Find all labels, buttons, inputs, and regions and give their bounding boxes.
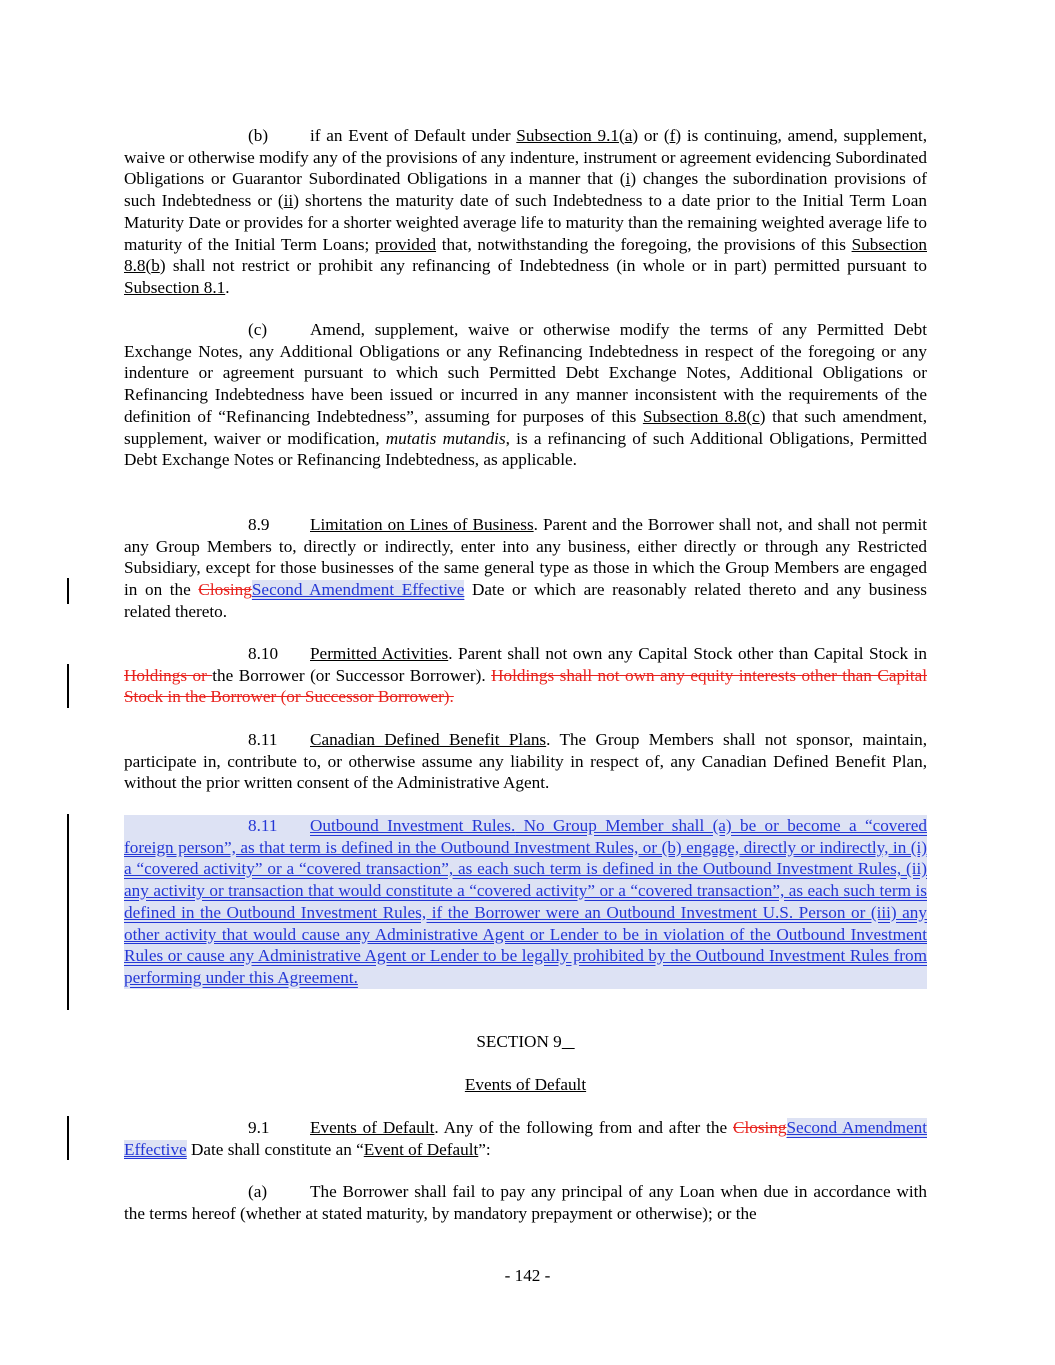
inserted-text: Second Amendment Effective: [251, 580, 465, 600]
change-bar-8-10: [67, 664, 69, 708]
deleted-text: Holdings shall not own any equity interests other than Capital Stock in the Borrower (or Successor Borrower).: [124, 665, 927, 707]
paragraph-b-label: (b): [248, 126, 269, 145]
section-8-10-title: Permitted Activities: [310, 644, 449, 663]
paragraph-a-label: (a): [248, 1182, 268, 1201]
section-8-9-number: 8.9: [248, 515, 270, 534]
section-heading: SECTION 9: [476, 1032, 562, 1051]
section-8-11-title: Canadian Defined Benefit Plans: [310, 730, 547, 749]
subsection-ref: Subsection 8.1: [124, 277, 226, 297]
paragraph-c-label: (c): [248, 320, 268, 339]
subsection-ref: Subsection 8.8: [642, 406, 747, 426]
provided-term: provided: [374, 234, 437, 254]
section-subheading: Events of Default: [464, 1075, 587, 1094]
defined-term: Event of Default: [363, 1139, 479, 1159]
subsection-ref: Subsection 9.1: [516, 126, 619, 145]
section-8-11-outbound-number: 8.11: [248, 816, 278, 835]
paragraph-b: (b) if an Event of Default under Subsection 9.1(a) or (f) is continuing, amend, supplement, waive or otherwise modify any of the provisions of any indenture, instrument or agreement evidencing Subordinated Obligations or Guarantor Subordinated Obligations in a manner that (i) changes the subordination provisions of such Indebtedness or (ii) shortens the maturity date of such Indebtedness to a date prior to the Initial Term Loan Maturity Date or provides for a shorter weighted average life to maturity than the remaining weighted average life to maturity of the Initial Term Loans; provided that, notwithstanding the foregoing, the provisions of this Subsection 8.8(b) shall not restrict or prohibit any refinancing of Indebtedness (in whole or in part) permitted pursuant to Subsection 8.1.: [124, 126, 927, 297]
deleted-text: Holdings or: [124, 665, 213, 685]
deleted-text: Closing: [733, 1118, 787, 1137]
paragraph-c: (c) Amend, supplement, waive or otherwise modify the terms of any Permitted Debt Exchange Notes, any Additional Obligations or any Refinancing Indebtedness in respect of the foregoing or any indenture or agreement pursuant to which such Permitted Debt Exchange Notes, Additional Obligations or Refinancing Indebtedness have been issued or incurred in any manner inconsistent with the requirements of the definition of “Refinancing Indebtedness”, assuming for purposes of this Subsection 8.8(c) that such amendment, supplement, waiver or modification, mutatis mutandis, is a refinancing of such Additional Obligations, Permitted Debt Exchange Notes or Refinancing Indebtedness, as applicable.: [124, 320, 927, 470]
inserted-text: Second Amendment Effective: [124, 1118, 927, 1159]
change-bar-9-1: [67, 1116, 69, 1160]
section-8-11-canadian: 8.11 Canadian Defined Benefit Plans. The Group Members shall not sponsor, maintain, participate in, contribute to, or otherwise assume any liability in respect of, any Canadian Defined Benefit Plan, without the prior written consent of the Administrative Agent.: [124, 730, 927, 793]
paragraph-a: (a) The Borrower shall fail to pay any principal of any Loan when due in accordance with the terms hereof (whether at stated maturity, by mandatory prepayment or otherwise); or the: [124, 1182, 927, 1223]
change-bar-8-11-new: [67, 814, 69, 1010]
section-8-10-number: 8.10: [248, 644, 279, 663]
section-8-9-title: Limitation on Lines of Business: [310, 515, 534, 534]
section-8-11-outbound-inserted: 8.11 Outbound Investment Rules. No Group Member shall (a) be or become a “covered foreign person”, as that term is defined in the Outbound Investment Rules, or (b) engage, directly or indirectly, in (i) a “covered activity” or a “covered transaction”, as each such term is defined in the Outbound Investment Rules, (ii) any activity or transaction that would constitute a “covered activity” or a “covered transaction”, as each such term is defined in the Outbound Investment Rules, if the Borrower were an Outbound Investment U.S. Person or (iii) any other activity that would cause any Administrative Agent or Lender to be in violation of the Outbound Investment Rules or cause any Administrative Agent or Lender to be legally prohibited by the Outbound Investment Rules from performing under this Agreement.: [124, 816, 927, 987]
latin-term: mutatis mutandis: [385, 428, 506, 448]
section-8-11-outbound-title: Outbound Investment Rules.: [310, 816, 516, 835]
section-8-10: 8.10 Permitted Activities. Parent shall not own any Capital Stock other than Capital Stock in Holdings or the Borrower (or Successor Borrower). Holdings shall not own any equity interests other than Capital Stock in the Borrower (or Successor Borrower).: [124, 644, 927, 707]
section-8-9: 8.9 Limitation on Lines of Business. Parent and the Borrower shall not, and shall not permit any Group Members to, directly or indirectly, enter into any business, either directly or through any Restricted Subsidiary, except for those businesses of the same general type as those in which the Group Members are engaged in on the ClosingSecond Amendment Effective Date or which are reasonably related thereto and any business related thereto.: [124, 515, 927, 621]
page-number: - 142 -: [504, 1266, 551, 1285]
change-bar-8-9: [67, 578, 69, 604]
subsection-ref: Subsection 8.8: [124, 234, 927, 276]
section-9-1-number: 9.1: [248, 1118, 270, 1137]
section-9-1-title: Events of Default: [310, 1118, 435, 1137]
section-8-11-number: 8.11: [248, 730, 278, 749]
section-9-1: 9.1 Events of Default. Any of the following from and after the ClosingSecond Amendment Effective Date shall constitute an “Event of Default”:: [124, 1118, 927, 1159]
deleted-text: Closing: [198, 580, 252, 600]
